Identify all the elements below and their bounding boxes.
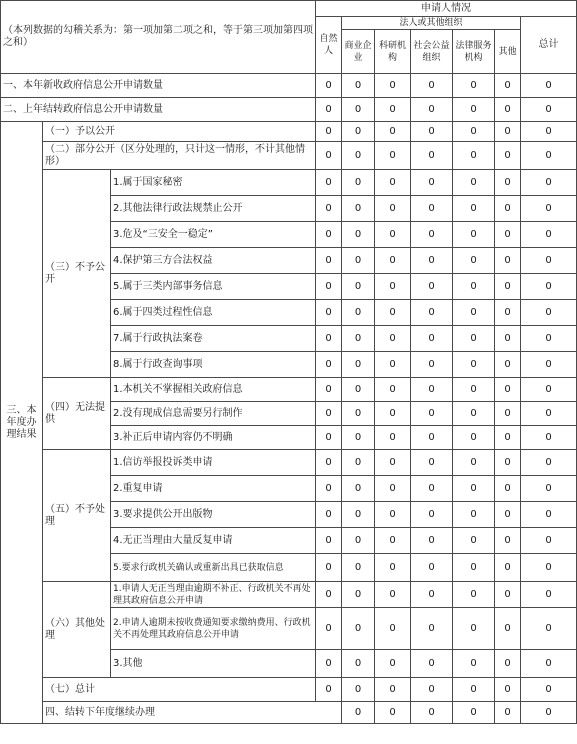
partial-disclose-label: （二）部分公开（区分处理的，只计这一情形，不计其他情形） <box>43 142 316 170</box>
value-cell: 0 <box>316 402 342 426</box>
value-cell: 0 <box>375 248 411 274</box>
results-total-label: （七）总计 <box>43 678 316 702</box>
value-cell: 0 <box>316 300 342 326</box>
item-label: 3.其他 <box>111 650 316 678</box>
value-cell: 0 <box>453 142 495 170</box>
value-cell: 0 <box>495 678 521 702</box>
value-cell: 0 <box>342 582 375 608</box>
value-cell: 0 <box>375 326 411 352</box>
value-cell: 0 <box>342 98 375 122</box>
value-cell: 0 <box>375 170 411 196</box>
value-cell: 0 <box>316 170 342 196</box>
table-row <box>1 450 577 476</box>
table-row <box>1 74 577 98</box>
item-label: 3.危及“三安全一稳定” <box>111 222 316 248</box>
value-cell: 0 <box>316 476 342 502</box>
item-label: 3.要求提供公开出版物 <box>111 502 316 528</box>
value-cell: 0 <box>342 650 375 678</box>
value-cell: 0 <box>411 98 453 122</box>
value-cell: 0 <box>316 426 342 450</box>
value-cell: 0 <box>316 352 342 378</box>
value-cell: 0 <box>453 196 495 222</box>
value-cell: 0 <box>342 300 375 326</box>
value-cell: 0 <box>411 426 453 450</box>
item-label: 4.无正当理由大量反复申请 <box>111 528 316 554</box>
value-cell: 0 <box>453 274 495 300</box>
value-cell: 0 <box>316 196 342 222</box>
value-cell: 0 <box>495 248 521 274</box>
item-label: 4.保护第三方合法权益 <box>111 248 316 274</box>
value-cell: 0 <box>316 554 342 582</box>
value-cell: 0 <box>453 426 495 450</box>
value-cell: 0 <box>342 528 375 554</box>
header-note: （本列数据的勾稽关系为：第一项加第二项之和，等于第三项加第四项之和） <box>1 1 316 74</box>
value-cell: 0 <box>342 476 375 502</box>
value-cell: 0 <box>495 122 521 142</box>
carry-forward-label: 四、结转下年度继续办理 <box>43 702 342 724</box>
value-cell: 0 <box>495 74 521 98</box>
value-cell: 0 <box>411 650 453 678</box>
value-cell: 0 <box>521 170 577 196</box>
value-cell: 0 <box>453 402 495 426</box>
value-cell: 0 <box>453 450 495 476</box>
value-cell: 0 <box>521 222 577 248</box>
value-cell: 0 <box>521 528 577 554</box>
value-cell: 0 <box>411 222 453 248</box>
value-cell: 0 <box>411 502 453 528</box>
value-cell: 0 <box>411 300 453 326</box>
value-cell: 0 <box>521 326 577 352</box>
value-cell: 0 <box>316 378 342 402</box>
value-cell: 0 <box>495 650 521 678</box>
value-cell: 0 <box>342 450 375 476</box>
value-cell: 0 <box>411 326 453 352</box>
item-label: 6.属于四类过程性信息 <box>111 300 316 326</box>
value-cell: 0 <box>521 248 577 274</box>
value-cell: 0 <box>342 248 375 274</box>
value-cell: 0 <box>342 222 375 248</box>
value-cell: 0 <box>411 196 453 222</box>
value-cell: 0 <box>316 582 342 608</box>
disclose-label: （一）予以公开 <box>43 122 316 142</box>
value-cell: 0 <box>411 678 453 702</box>
value-cell: 0 <box>316 74 342 98</box>
value-cell: 0 <box>495 450 521 476</box>
item-label: 1.信访举报投诉类申请 <box>111 450 316 476</box>
value-cell: 0 <box>342 426 375 450</box>
value-cell: 0 <box>521 554 577 582</box>
value-cell: 0 <box>411 582 453 608</box>
value-cell: 0 <box>495 502 521 528</box>
item-label: 2.申请人逾期未按收费通知要求缴纳费用、行政机关不再处理其政府信息公开申请 <box>111 608 316 650</box>
value-cell: 0 <box>453 222 495 248</box>
value-cell: 0 <box>521 450 577 476</box>
value-cell: 0 <box>453 476 495 502</box>
not-process-group-label: （五）不予处理 <box>43 450 111 582</box>
value-cell: 0 <box>342 378 375 402</box>
value-cell: 0 <box>316 122 342 142</box>
value-cell: 0 <box>453 502 495 528</box>
commercial-header: 商业企业 <box>342 30 375 74</box>
value-cell: 0 <box>411 142 453 170</box>
value-cell: 0 <box>495 528 521 554</box>
value-cell: 0 <box>453 582 495 608</box>
value-cell: 0 <box>342 402 375 426</box>
value-cell: 0 <box>453 74 495 98</box>
value-cell: 0 <box>375 196 411 222</box>
value-cell: 0 <box>453 122 495 142</box>
item-label: 1.申请人无正当理由逾期不补正、行政机关不再处理其政府信息公开申请 <box>111 582 316 608</box>
value-cell: 0 <box>411 352 453 378</box>
value-cell: 0 <box>521 300 577 326</box>
value-cell: 0 <box>375 426 411 450</box>
value-cell: 0 <box>521 582 577 608</box>
value-cell: 0 <box>521 196 577 222</box>
value-cell: 0 <box>521 274 577 300</box>
value-cell: 0 <box>495 196 521 222</box>
value-cell: 0 <box>453 98 495 122</box>
value-cell: 0 <box>495 352 521 378</box>
table-row <box>1 678 577 702</box>
value-cell: 0 <box>411 450 453 476</box>
value-cell: 0 <box>521 98 577 122</box>
value-cell: 0 <box>342 170 375 196</box>
value-cell: 0 <box>411 476 453 502</box>
value-cell: 0 <box>375 554 411 582</box>
value-cell: 0 <box>411 248 453 274</box>
value-cell: 0 <box>411 378 453 402</box>
value-cell: 0 <box>342 554 375 582</box>
value-cell: 0 <box>453 608 495 650</box>
value-cell: 0 <box>521 502 577 528</box>
value-cell: 0 <box>411 554 453 582</box>
value-cell: 0 <box>375 528 411 554</box>
value-cell: 0 <box>495 170 521 196</box>
value-cell: 0 <box>342 502 375 528</box>
item-label: 2.没有现成信息需要另行制作 <box>111 402 316 426</box>
value-cell: 0 <box>411 608 453 650</box>
value-cell: 0 <box>453 528 495 554</box>
value-cell: 0 <box>375 122 411 142</box>
table-row <box>1 98 577 122</box>
value-cell: 0 <box>375 222 411 248</box>
value-cell: 0 <box>316 98 342 122</box>
value-cell: 0 <box>411 274 453 300</box>
value-cell: 0 <box>342 352 375 378</box>
value-cell: 0 <box>375 402 411 426</box>
value-cell: 0 <box>375 608 411 650</box>
item-label: 8.属于行政查询事项 <box>111 352 316 378</box>
value-cell: 0 <box>521 378 577 402</box>
value-cell: 0 <box>375 378 411 402</box>
value-cell: 0 <box>342 678 375 702</box>
value-cell: 0 <box>316 502 342 528</box>
item-label: 2.重复申请 <box>111 476 316 502</box>
value-cell: 0 <box>375 98 411 122</box>
value-cell: 0 <box>453 352 495 378</box>
value-cell: 0 <box>495 98 521 122</box>
item-label: 5.要求行政机关确认或重新出具已获取信息 <box>111 554 316 582</box>
value-cell: 0 <box>495 142 521 170</box>
value-cell: 0 <box>521 476 577 502</box>
value-cell: 0 <box>316 608 342 650</box>
value-cell: 0 <box>375 300 411 326</box>
other-process-group-label: （六）其他处理 <box>43 582 111 678</box>
value-cell: 0 <box>521 352 577 378</box>
value-cell: 0 <box>495 222 521 248</box>
value-cell: 0 <box>495 582 521 608</box>
value-cell: 0 <box>495 378 521 402</box>
value-cell: 0 <box>521 426 577 450</box>
value-cell: 0 <box>521 402 577 426</box>
value-cell: 0 <box>375 74 411 98</box>
new-requests-label: 一、本年新收政府信息公开申请数量 <box>1 74 316 98</box>
table-row <box>1 122 577 142</box>
value-cell: 0 <box>495 326 521 352</box>
value-cell: 0 <box>316 248 342 274</box>
value-cell: 0 <box>453 326 495 352</box>
applicant-info-header: 申请人情况 <box>316 1 577 17</box>
value-cell: 0 <box>316 222 342 248</box>
value-cell: 0 <box>411 170 453 196</box>
value-cell: 0 <box>342 702 375 724</box>
value-cell: 0 <box>375 650 411 678</box>
value-cell: 0 <box>411 702 453 724</box>
value-cell: 0 <box>342 122 375 142</box>
value-cell: 0 <box>375 142 411 170</box>
value-cell: 0 <box>375 678 411 702</box>
table-row <box>1 142 577 170</box>
natural-person-header: 自然人 <box>316 17 342 74</box>
value-cell: 0 <box>453 702 495 724</box>
table-row <box>1 170 577 196</box>
table-row <box>1 582 577 608</box>
not-disclose-group-label: （三）不予公开 <box>43 170 111 378</box>
social-header: 社会公益组织 <box>411 30 453 74</box>
value-cell: 0 <box>342 326 375 352</box>
value-cell: 0 <box>342 142 375 170</box>
value-cell: 0 <box>316 650 342 678</box>
item-label: 3.补正后申请内容仍不明确 <box>111 426 316 450</box>
value-cell: 0 <box>521 650 577 678</box>
value-cell: 0 <box>316 326 342 352</box>
value-cell: 0 <box>411 528 453 554</box>
value-cell: 0 <box>375 352 411 378</box>
value-cell: 0 <box>316 274 342 300</box>
value-cell: 0 <box>411 74 453 98</box>
value-cell: 0 <box>521 122 577 142</box>
value-cell: 0 <box>375 476 411 502</box>
value-cell: 0 <box>453 554 495 582</box>
table-row <box>1 378 577 402</box>
value-cell: 0 <box>453 678 495 702</box>
table-row <box>1 702 577 724</box>
value-cell: 0 <box>316 528 342 554</box>
value-cell: 0 <box>411 122 453 142</box>
carried-over-label: 二、上年结转政府信息公开申请数量 <box>1 98 316 122</box>
legal-services-header: 法律服务机构 <box>453 30 495 74</box>
value-cell: 0 <box>375 274 411 300</box>
value-cell: 0 <box>316 678 342 702</box>
item-label: 1.本机关不掌握相关政府信息 <box>111 378 316 402</box>
item-label: 2.其他法律行政法规禁止公开 <box>111 196 316 222</box>
value-cell: 0 <box>375 702 411 724</box>
value-cell: 0 <box>453 170 495 196</box>
value-cell: 0 <box>375 502 411 528</box>
results-section-label: 三、本年度办理结果 <box>1 122 43 724</box>
value-cell: 0 <box>342 196 375 222</box>
value-cell: 0 <box>453 300 495 326</box>
value-cell: 0 <box>316 142 342 170</box>
value-cell: 0 <box>375 450 411 476</box>
value-cell: 0 <box>521 74 577 98</box>
value-cell: 0 <box>521 142 577 170</box>
value-cell: 0 <box>495 554 521 582</box>
value-cell: 0 <box>411 402 453 426</box>
value-cell: 0 <box>521 608 577 650</box>
value-cell: 0 <box>495 402 521 426</box>
item-label: 7.属于行政执法案卷 <box>111 326 316 352</box>
value-cell: 0 <box>495 274 521 300</box>
value-cell: 0 <box>342 74 375 98</box>
total-header: 总计 <box>521 17 577 74</box>
value-cell: 0 <box>453 378 495 402</box>
value-cell: 0 <box>453 650 495 678</box>
value-cell: 0 <box>495 476 521 502</box>
value-cell: 0 <box>342 274 375 300</box>
legal-persons-header: 法人或其他组织 <box>342 17 521 30</box>
value-cell: 0 <box>521 702 577 724</box>
value-cell: 0 <box>495 300 521 326</box>
research-header: 科研机构 <box>375 30 411 74</box>
value-cell: 0 <box>375 582 411 608</box>
value-cell: 0 <box>521 678 577 702</box>
value-cell: 0 <box>453 248 495 274</box>
value-cell: 0 <box>316 450 342 476</box>
item-label: 5.属于三类内部事务信息 <box>111 274 316 300</box>
other-header: 其他 <box>495 30 521 74</box>
unable-group-label: （四）无法提供 <box>43 378 111 450</box>
value-cell: 0 <box>495 426 521 450</box>
value-cell: 0 <box>495 702 521 724</box>
item-label: 1.属于国家秘密 <box>111 170 316 196</box>
value-cell: 0 <box>342 608 375 650</box>
value-cell: 0 <box>495 608 521 650</box>
